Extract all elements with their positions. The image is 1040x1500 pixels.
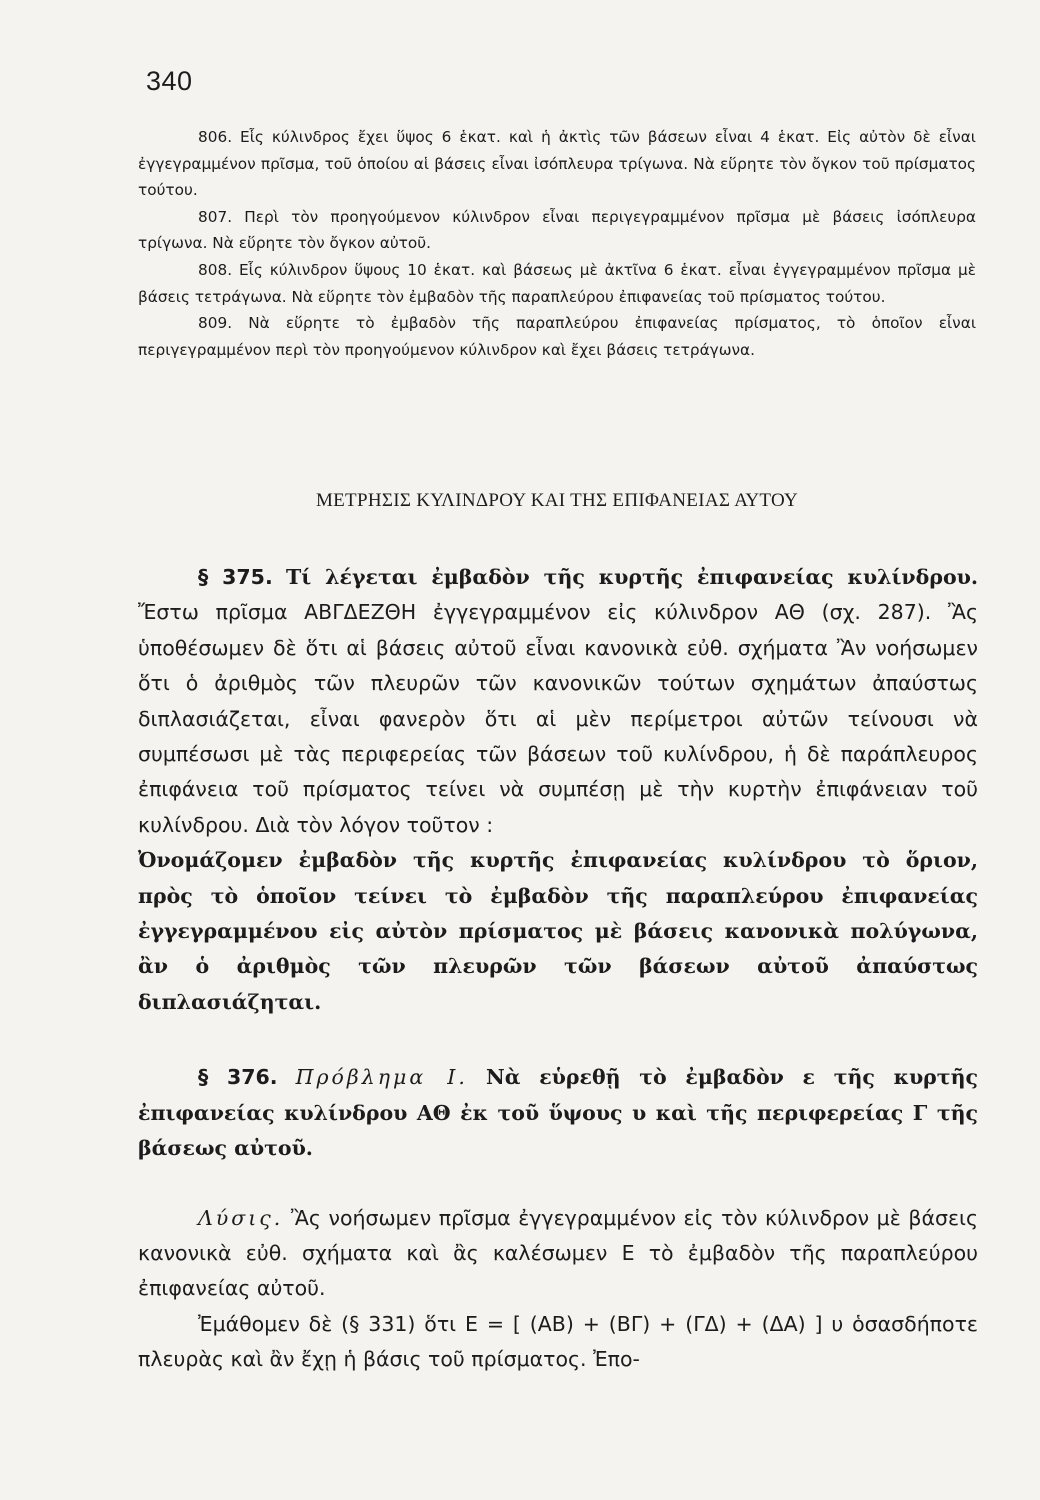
section-376-number: § 376. [198,1065,278,1090]
page-number: 340 [146,66,193,96]
section-375-text: Ἔστω πρῖσμα ΑΒΓΔΕΖΘΗ ἐγγεγραμμένον εἰς κύλινδρον ΑΘ (σχ. 287). Ἂς ὑποθέσωμεν δὲ ὅτι αἱ βάσεις αὐτοῦ εἶναι κανονικὰ εὐθ. σχήματα Ἂν νοήσωμεν ὅτι ὁ ἀριθμὸς τῶν πλευρῶν τῶν κανονικῶν τούτων σχημάτων ἀπαύστως διπλασιάζεται, εἶναι φανερὸν ὅτι αἱ μὲν περίμετροι αὐτῶν τείνουσι νὰ συμπέσωσι μὲ τὰς περιφερείας τῶν βάσεων τοῦ κυλίνδρου, ἡ δὲ παράπλευρος ἐπιφάνεια τοῦ πρίσματος τείνει νὰ συμπέσῃ μὲ τὴν κυρτὴν ἐπιφάνειαν τοῦ κυλίνδρου. Διὰ τὸν λόγον τοῦτον : [138,600,978,837]
solution-label: Λύσις. [198,1205,284,1230]
section-376-text: Νὰ εὑρεθῇ τὸ ἐμβαδὸν ε τῆς κυρτῆς ἐπιφανείας κυλίνδρου ΑΘ ἐκ τοῦ ὕψους υ καὶ τῆς περιφερείας Γ τῆς βάσεως αὐτοῦ. [138,1065,978,1161]
solution-formula-paragraph: Ἐμάθομεν δὲ (§ 331) ὅτι Ε = [ (ΑΒ) + (ΒΓ) + (ΓΔ) + (ΔΑ) ] υ ὁσασδήποτε πλευρὰς καὶ ἂν ἔχῃ ἡ βάσις τοῦ πρίσματος. Ἐπο- [138,1311,978,1372]
exercise-806: 806. Εἷς κύλινδρος ἔχει ὕψος 6 ἑκατ. καὶ ἡ ἀκτὶς τῶν βάσεων εἶναι 4 ἑκατ. Εἰς αὐτὸν δὲ εἶναι ἐγγεγραμμένον πρῖσμα, τοῦ ὁποίου αἱ βάσεις εἶναι ἰσόπλευρα τρίγωνα. Νὰ εὕρητε τὸν ὄγκον τοῦ πρίσματος τούτου. [138,128,976,200]
exercise-807: 807. Περὶ τὸν προηγούμενον κύλινδρον εἶναι περιγεγραμμένον πρῖσμα μὲ βάσεις ἰσόπλευρα τρίγωνα. Νὰ εὕρητε τὸν ὄγκον αὐτοῦ. [138,207,976,253]
exercise-809: 809. Νὰ εὕρητε τὸ ἐμβαδὸν τῆς παραπλεύρου ἐπιφανείας πρίσματος, τὸ ὁποῖον εἶναι περιγεγραμμένον περὶ τὸν προηγούμενον κύλινδρον καὶ ἔχει βάσεις τετράγωνα. [138,314,976,359]
solution-text: Ἂς νοήσωμεν πρῖσμα ἐγγεγραμμένον εἰς τὸν κύλινδρον μὲ βάσεις κανονικὰ εὐθ. σχήματα καὶ ἂς καλέσωμεν Ε τὸ ἐμβαδὸν τῆς παραπλεύρου ἐπιφανείας αὐτοῦ. [138,1205,978,1301]
section-heading: ΜΕΤΡΗΣΙΣ ΚΥΛΙΝΔΡΟΥ ΚΑΙ ΤΗΣ ΕΠΙΦΑΝΕΙΑΣ ΑΥΤΟΥ [315,490,799,511]
section-376-paragraph [138,1060,978,1166]
section-375-title: Τί λέγεται ἐμβαδὸν τῆς κυρτῆς ἐπιφανείας κυλίνδρου. [286,565,978,589]
section-376-label: Πρόβλημα Ι. [295,1065,468,1090]
section-375-number: § 375. [198,565,273,589]
section-375-definition: Ὀνομάζομεν ἐμβαδὸν τῆς κυρτῆς ἐπιφανείας κυλίνδρου τὸ ὅριον, πρὸς τὸ ὁποῖον τείνει τὸ ἐμβαδὸν τῆς παραπλεύρου ἐπιφανείας ἐγγεγραμμένου εἰς αὐτὸν πρίσματος μὲ βάσεις κανονικὰ πολύγωνα, ἂν ὁ ἀριθμὸς τῶν πλευρῶν τῶν βάσεων αὐτοῦ ἀπαύστως διπλασιάζηται. [138,848,978,1014]
section-375-paragraph [138,560,978,843]
main-text [138,560,978,1378]
solution-paragraph [138,1201,978,1307]
exercise-808: 808. Εἷς κύλινδρον ὕψους 10 ἑκατ. καὶ βάσεως μὲ ἀκτῖνα 6 ἑκατ. εἶναι ἐγγεγραμμένον πρῖσμα μὲ βάσεις τετράγωνα. Νὰ εὕρητε τὸν ἐμβαδὸν τῆς παραπλεύρου ἐπιφανείας τοῦ πρίσματος τούτου. [138,260,976,306]
exercise-list [138,124,976,363]
